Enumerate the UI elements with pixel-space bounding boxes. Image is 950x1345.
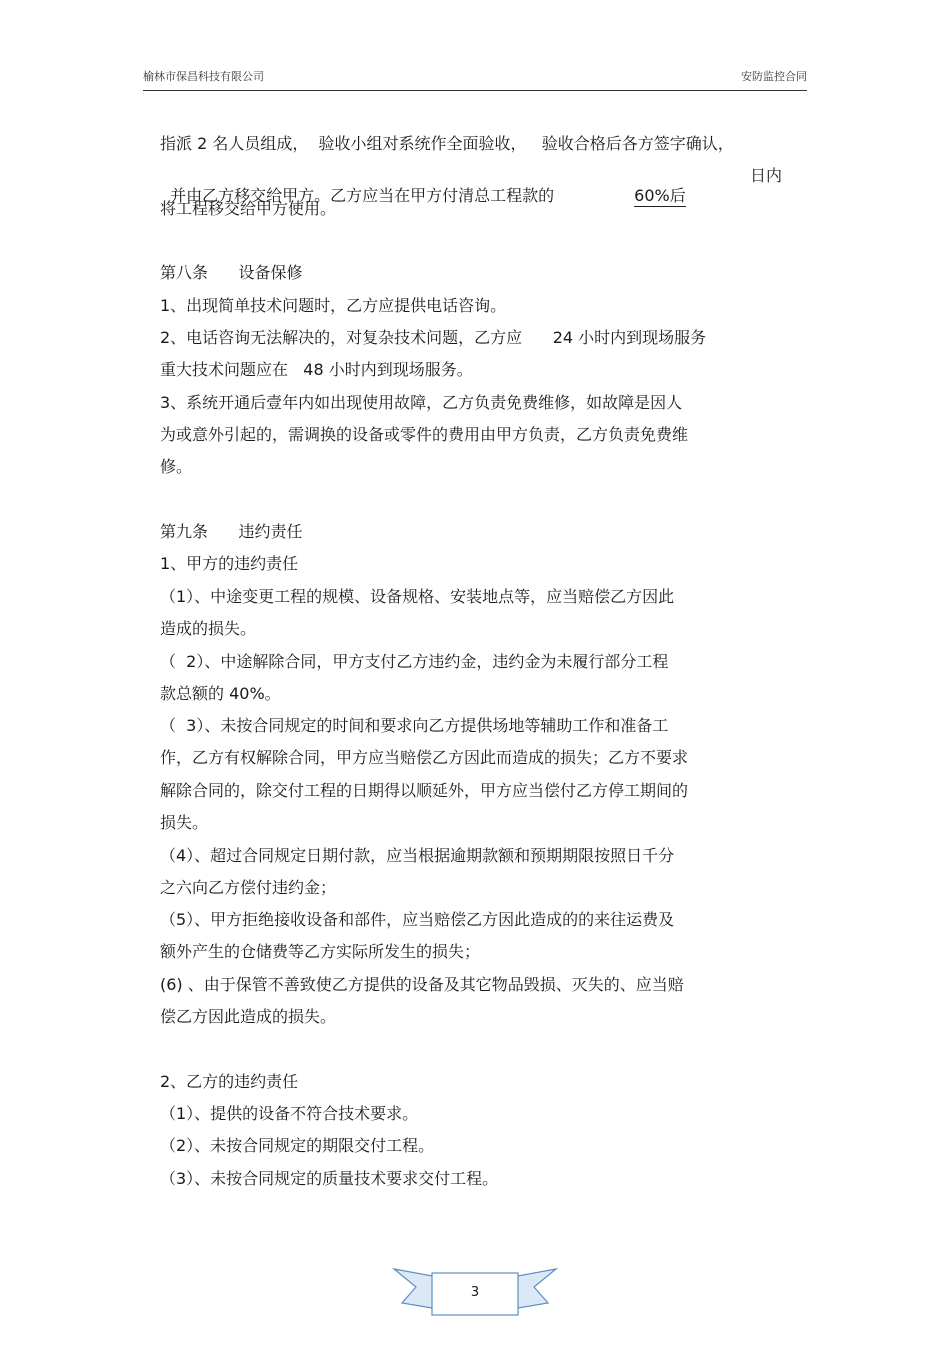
article-8-title: 第八条 设备保修: [160, 263, 303, 282]
percent-value: 60%后: [634, 186, 686, 205]
body-line: （3）、未按合同规定的质量技术要求交付工程。: [160, 1169, 499, 1188]
body-text: 并由乙方移交给甲方。乙方应当在甲方付清总工程款的: [170, 186, 555, 205]
body-line: 额外产生的仓储费等乙方实际所发生的损失；: [160, 942, 481, 961]
body-line: 修。: [160, 457, 193, 476]
underlined-value: [624, 166, 686, 206]
body-line: 款总额的 40%。: [160, 684, 281, 703]
body-line: 1、甲方的违约责任: [160, 554, 299, 573]
header-divider: [143, 90, 807, 91]
body-line: 将工程移交给甲方使用。: [160, 199, 337, 218]
body-text: 日内: [750, 166, 783, 185]
body-line: （1）、中途变更工程的规模、设备规格、安装地点等，应当赔偿乙方因此: [160, 587, 675, 606]
body-line: 造成的损失。: [160, 619, 257, 638]
body-line: 为或意外引起的，需调换的设备或零件的费用由甲方负责，乙方负责免费维: [160, 425, 689, 444]
body-line: （ 3）、未按合同规定的时间和要求向乙方提供场地等辅助工作和准备工: [160, 716, 669, 735]
body-line: （2）、未按合同规定的期限交付工程。: [160, 1136, 435, 1155]
body-line: 作，乙方有权解除合同，甲方应当赔偿乙方因此而造成的损失；乙方不要求: [160, 748, 689, 767]
body-line: 解除合同的，除交付工程的日期得以顺延外，甲方应当偿付乙方停工期间的: [160, 781, 689, 800]
body-line: 重大技术问题应在 48 小时内到现场服务。: [160, 360, 473, 379]
body-line: 3、系统开通后壹年内如出现使用故障，乙方负责免费维修，如故障是因人: [160, 393, 683, 412]
body-line: （5）、甲方拒绝接收设备和部件，应当赔偿乙方因此造成的的来往运费及: [160, 910, 675, 929]
header-doc-title: 安防监控合同: [741, 70, 807, 83]
body-line: （1）、提供的设备不符合技术要求。: [160, 1104, 419, 1123]
body-line: 之六向乙方偿付违约金；: [160, 878, 337, 897]
body-line: 2、乙方的违约责任: [160, 1072, 299, 1091]
body-line: 指派 2 名人员组成， 验收小组对系统作全面验收， 验收合格后各方签字确认，: [160, 134, 734, 153]
body-line: 损失。: [160, 813, 209, 832]
page-number: 3: [470, 1285, 480, 1300]
body-line: （ 2）、中途解除合同，甲方支付乙方违约金，违约金为未履行部分工程: [160, 652, 669, 671]
body-line: 偿乙方因此造成的损失。: [160, 1007, 337, 1026]
page-number-ribbon: [392, 1263, 558, 1325]
body-line: (6) 、由于保管不善致使乙方提供的设备及其它物品毁损、灭失的、应当赔: [160, 975, 684, 994]
header-company: 榆林市保昌科技有限公司: [143, 70, 264, 83]
body-line: 2、电话咨询无法解决的，对复杂技术问题，乙方应 24 小时内到现场服务: [160, 328, 707, 347]
article-9-title: 第九条 违约责任: [160, 522, 303, 541]
body-line: 1、出现简单技术问题时，乙方应提供电话咨询。: [160, 296, 507, 315]
body-line: （4）、超过合同规定日期付款，应当根据逾期款额和预期期限按照日千分: [160, 846, 675, 865]
